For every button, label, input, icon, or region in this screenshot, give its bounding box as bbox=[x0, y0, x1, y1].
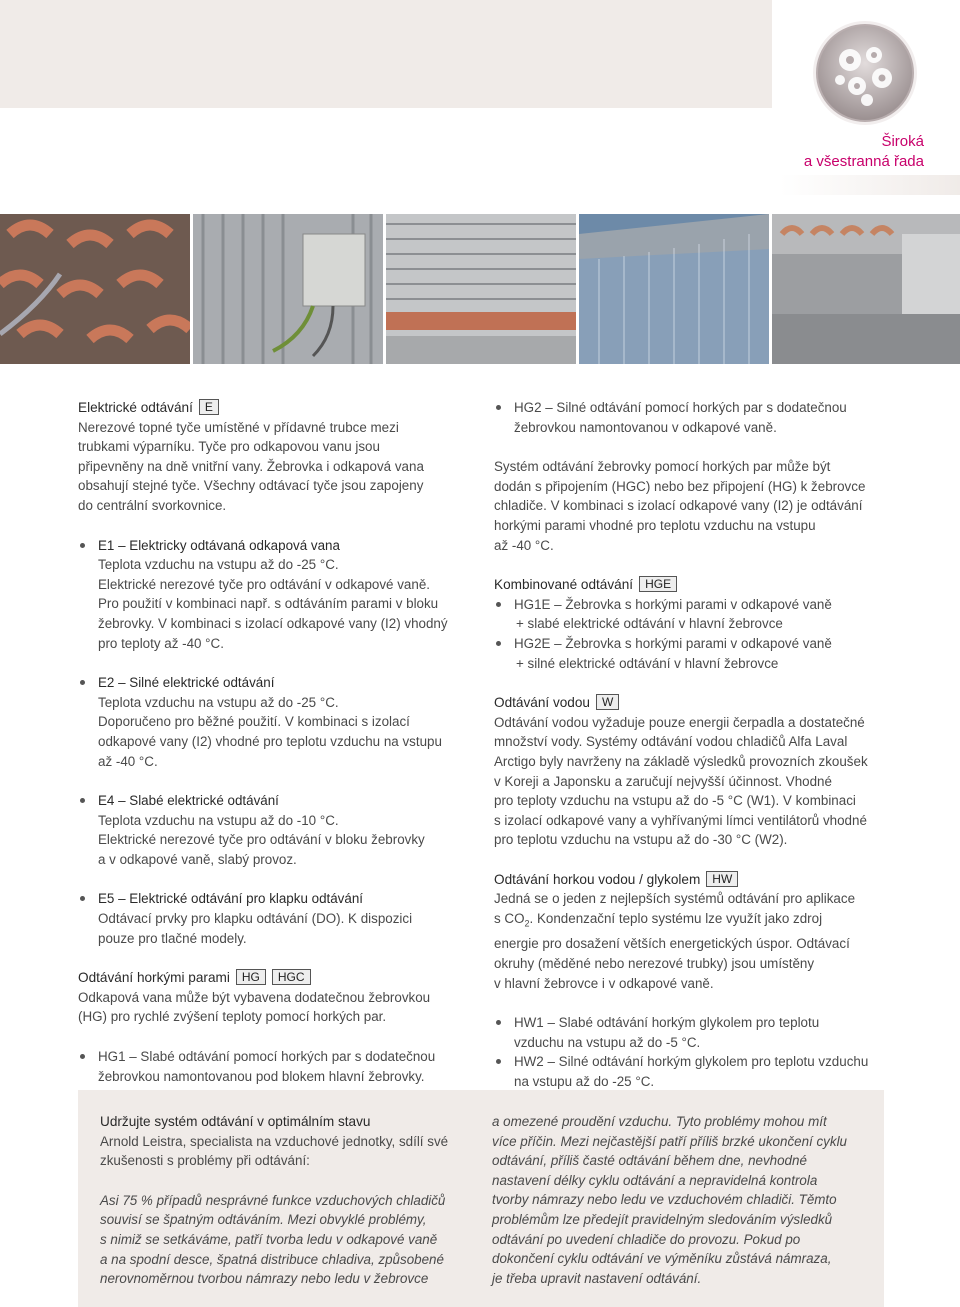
text-line: množství vody. Systémy odtávání vodou chladičů Alfa Laval bbox=[494, 734, 848, 750]
text-line: Odtávání vodou vyžaduje pouze energii čerpadla a dostatečné bbox=[494, 714, 865, 730]
text-line: pro teploty vzduchu na vstupu až do -5 °C (W1). V kombinaci bbox=[494, 793, 856, 809]
text-line bbox=[494, 911, 823, 929]
bullet-title: E4 – Slabé elektrické odtávání bbox=[98, 793, 279, 809]
bullet-e1 bbox=[78, 536, 478, 654]
text-line: HG2 – Silné odtávání pomocí horkých par s dodatečnou bbox=[514, 400, 847, 415]
bullet-title: E1 – Elektricky odtávaná odkapová vana bbox=[98, 537, 340, 553]
text-line: problémům lze předejít pravidelným sledováním výsledků bbox=[492, 1211, 833, 1227]
code-badge-w: W bbox=[596, 694, 619, 710]
text-line: žebrovkou namontovanou v odkapové vaně. bbox=[514, 419, 777, 435]
text-line: více příčin. Mezi nejčastější patří příliš brzké ukončení cyklu bbox=[492, 1133, 847, 1149]
box-quote-right bbox=[492, 1112, 862, 1288]
text-line: až -40 °C. bbox=[494, 537, 554, 553]
text-line: Arnold Leistra, specialista na vzduchové jednotky, sdílí své bbox=[100, 1133, 449, 1149]
text-line: v Koreji a Japonsku a zaručují nejvyšší účinnost. Vhodné bbox=[494, 773, 832, 789]
water-defrost-heading: Odtávání vodou bbox=[494, 695, 590, 711]
text-line: okruhy (měděné nebo nerezové trubky) jsou umístěny bbox=[494, 955, 815, 971]
water-defrost-section bbox=[494, 693, 894, 850]
text-line: HG1 – Slabé odtávání pomocí horkých par s dodatečnou bbox=[98, 1049, 436, 1065]
copper-tubes-photo bbox=[0, 214, 190, 364]
fins-tube-photo bbox=[386, 214, 576, 364]
code-badge-hw: HW bbox=[706, 871, 738, 887]
gears-badge-icon bbox=[812, 20, 918, 126]
text-line: pouze pro tlačné modely. bbox=[98, 930, 247, 946]
combined-defrost-heading: Kombinované odtávání bbox=[494, 577, 634, 593]
text-line: Teplota vzduchu na vstupu až do -25 °C. bbox=[98, 694, 339, 710]
bullet-e4 bbox=[78, 791, 478, 869]
text-line: trubkami výparníku. Tyče pro odkapovou vanu jsou bbox=[78, 439, 380, 455]
electric-defrost-heading: Elektrické odtávání bbox=[78, 400, 193, 415]
code-badge-e: E bbox=[199, 399, 219, 415]
bullet-hw1 bbox=[494, 1013, 894, 1052]
text-line: s nimiž se setkáváme, patří tvorba ledu v odkapové vaně bbox=[100, 1231, 438, 1247]
text-line: dodán s připojením (HGC) nebo bez připojení (HG) k žebrovce bbox=[494, 478, 866, 494]
code-badge-hge: HGE bbox=[639, 576, 677, 592]
water-spray-photo bbox=[579, 214, 769, 364]
text-line: Jedná se o jeden z nejlepších systémů odtávání pro aplikace bbox=[494, 891, 856, 907]
text-line: zkušenosti s problémy při odtávání: bbox=[100, 1153, 310, 1169]
text-line: + silné elektrické odtávání v hlavní žebrovce bbox=[516, 655, 779, 671]
text-line: Elektrické nerezové tyče pro odtávání v odkapové vaně. bbox=[98, 576, 430, 592]
top-band bbox=[0, 0, 772, 108]
text-line: Teplota vzduchu na vstupu až do -25 °C. bbox=[98, 557, 339, 573]
unit-interior-photo bbox=[772, 214, 960, 364]
text-fragment: s CO bbox=[494, 911, 525, 927]
bullet-title: E5 – Elektrické odtávání pro klapku odtávání bbox=[98, 891, 363, 907]
text-line: HW1 – Slabé odtávání horkým glykolem pro teplotu bbox=[514, 1015, 820, 1031]
text-line: Odkapová vana může být vybavena dodatečnou žebrovkou bbox=[78, 989, 431, 1005]
text-line: Arctigo byly navrženy na základě výsledků provozních zkoušek bbox=[494, 753, 868, 769]
electric-defrost-section bbox=[78, 398, 478, 516]
text-line: energie pro dosažení větších energetických úspor. Odtávací bbox=[494, 936, 850, 952]
text-line: pro teplotu vzduchu na vstupu až do -30 °C (W2). bbox=[494, 832, 788, 848]
hot-gas-heading: Odtávání horkými parami bbox=[78, 970, 230, 986]
text-line: Nerezové topné tyče umístěné v přídavné trubce mezi bbox=[78, 419, 399, 435]
text-line: je třeba upravit nastavení odtávání. bbox=[492, 1270, 702, 1286]
hot-gas-section bbox=[78, 968, 478, 1027]
text-line: chladiče. V kombinaci s izolací odkapové vany (I2) je odtávání bbox=[494, 498, 863, 514]
text-line: horkými parami vhodné pro teplotu vzduchu na vstupu bbox=[494, 517, 816, 533]
text-line: HG1E – Žebrovka s horkými parami v odkapové vaně bbox=[514, 596, 832, 612]
text-line: až -40 °C. bbox=[98, 753, 158, 769]
hot-water-section bbox=[494, 870, 894, 993]
text-fragment: . Kondenzační teplo systému lze využít jako zdroj bbox=[529, 911, 823, 927]
text-line: odtávání po uvedení chladiče do provozu. Pokud po bbox=[492, 1231, 801, 1247]
text-line: Pro použití v kombinaci např. s odtáváním parami v bloku bbox=[98, 596, 439, 612]
text-line: a omezené proudění vzduchu. Tyto problémy mohou mít bbox=[492, 1114, 827, 1129]
text-line: vzduchu na vstupu až do -5 °C. bbox=[514, 1034, 701, 1050]
text-line: (HG) pro rychlé zvýšení teploty pomocí horkých par. bbox=[78, 1009, 387, 1025]
text-line: na vstupu až do -25 °C. bbox=[514, 1073, 655, 1089]
tagline-line2: a všestranná řada bbox=[803, 153, 924, 170]
bullet-hg2 bbox=[494, 398, 894, 437]
text-line: do centrální svorkovnice. bbox=[78, 497, 227, 513]
box-title: Udržujte systém odtávání v optimálním stavu bbox=[100, 1114, 371, 1129]
text-line: pro teploty až -40 °C. bbox=[98, 635, 224, 651]
text-line: HG2E – Žebrovka s horkými parami v odkapové vaně bbox=[514, 635, 832, 651]
text-line: Asi 75 % případů nesprávné funkce vzduchových chladičů bbox=[100, 1192, 446, 1208]
text-line: nastavení délky cyklu odtávání a nepravidelná kontrola bbox=[492, 1172, 818, 1188]
text-line: Teplota vzduchu na vstupu až do -10 °C. bbox=[98, 812, 339, 828]
junction-box-photo bbox=[193, 214, 383, 364]
hot-water-heading: Odtávání horkou vodou / glykolem bbox=[494, 871, 701, 887]
text-line: Systém odtávání žebrovky pomocí horkých par může být bbox=[494, 459, 831, 475]
box-left-column bbox=[100, 1112, 470, 1289]
text-line: a na spodní desce, špatná distribuce chladiva, způsobené bbox=[100, 1251, 444, 1267]
left-column bbox=[78, 398, 478, 1086]
code-badge-hgc: HGC bbox=[272, 969, 311, 985]
text-line: dokončení cyklu odtávání ve výměníku zůstává námraza, bbox=[492, 1251, 832, 1267]
text-line: Doporučeno pro běžné použití. V kombinaci s izolací bbox=[98, 714, 410, 730]
text-line: Odtávací prvky pro klapku odtávání (DO). K dispozici bbox=[98, 911, 413, 927]
text-line: nerovnoměrnou tvorbou námrazy nebo ledu v žebrovce bbox=[100, 1271, 429, 1287]
text-line: v hlavní žebrovce i v odkapové vaně. bbox=[494, 975, 714, 991]
combined-defrost-section bbox=[494, 575, 894, 673]
photo-strip bbox=[0, 214, 960, 364]
text-line: Elektrické nerezové tyče pro odtávání v bloku žebrovky bbox=[98, 832, 425, 848]
box-quote-left bbox=[100, 1191, 470, 1289]
text-line: tvorby námrazy nebo ledu ve vzduchovém chladiči. Těmto bbox=[492, 1192, 837, 1208]
text-line: s izolací odkapové vany a vyhřívanými límci ventilátorů vhodné bbox=[494, 812, 867, 828]
text-line: HW2 – Silné odtávání horkým glykolem pro teplotu vzduchu bbox=[514, 1054, 869, 1070]
tagline bbox=[804, 132, 924, 172]
text-line: žebrovkou namontovanou pod blokem hlavní žebrovky. bbox=[98, 1068, 425, 1084]
text-line: odkapové vany (I2) vhodné pro teplotu vzduchu na vstupu bbox=[98, 733, 442, 749]
bullet-hw2 bbox=[494, 1052, 894, 1091]
expert-tip-box bbox=[78, 1090, 884, 1307]
right-column bbox=[494, 398, 894, 1091]
bullet-e5 bbox=[78, 889, 478, 948]
text-line: obsahují stejné tyče. Všechny odtávací tyče jsou zapojeny bbox=[78, 478, 424, 494]
text-line: souvisí se špatným odtáváním. Mezi obvyklé problémy, bbox=[100, 1212, 427, 1228]
text-line: + slabé elektrické odtávání v hlavní žebrovce bbox=[516, 616, 783, 632]
bullet-hg1 bbox=[78, 1047, 478, 1086]
hgc-paragraph bbox=[494, 457, 894, 555]
text-line: a v odkapové vaně, slabý provoz. bbox=[98, 851, 297, 867]
electric-defrost-text bbox=[78, 418, 478, 516]
tagline-underline-fade bbox=[780, 175, 960, 195]
text-line: připevněny na dně vnitřní vany. Žebrovka i odkapová vana bbox=[78, 458, 424, 474]
bullet-e2 bbox=[78, 673, 478, 771]
tagline-line1: Široká bbox=[881, 133, 924, 150]
text-line: odtávání, příliš časté odtávání během dne, nevhodné bbox=[492, 1153, 807, 1169]
text-line: žebrovky. V kombinaci s izolací odkapové vany (I2) vhodný bbox=[98, 615, 448, 631]
bullet-title: E2 – Silné elektrické odtávání bbox=[98, 675, 275, 691]
code-badge-hg: HG bbox=[236, 969, 266, 985]
bullet-hg1e bbox=[494, 595, 894, 634]
subscript: 2 bbox=[524, 918, 530, 929]
bullet-hg2e bbox=[494, 634, 894, 673]
